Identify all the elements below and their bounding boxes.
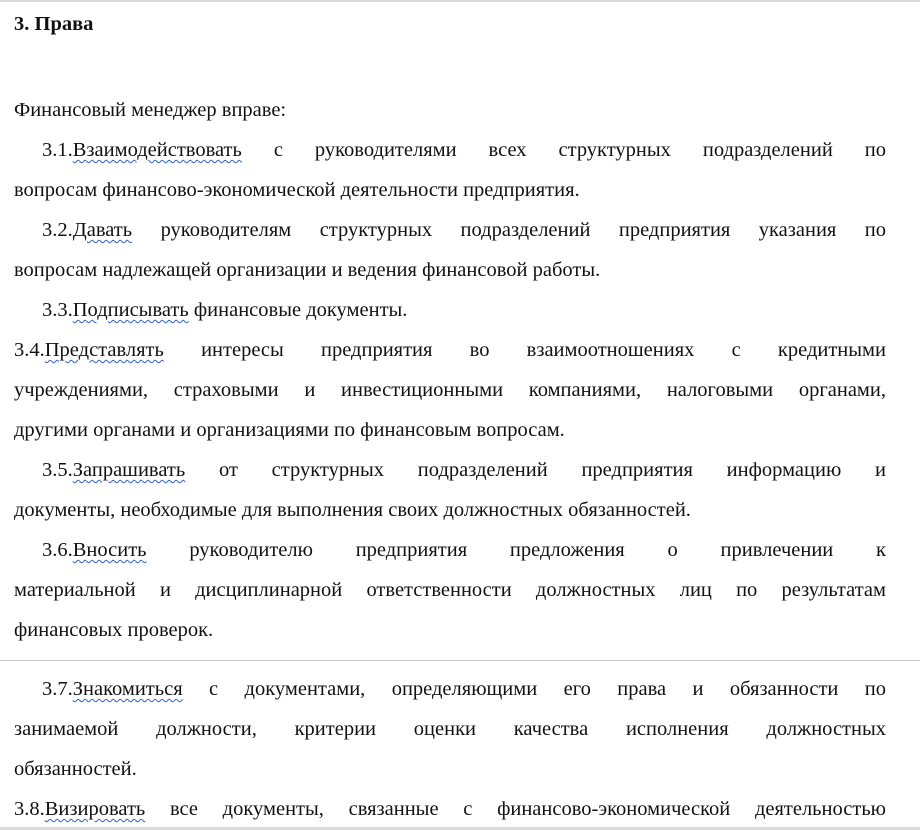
item-verb: Подписывать xyxy=(72,299,189,321)
item-text: от структурных подразделений предприятия информацию и xyxy=(185,459,886,481)
item-number: 3.1. xyxy=(42,139,73,161)
item-line: документы, необходимые для выполнения своих должностных обязанностей. xyxy=(14,499,691,521)
item-verb: Взаимодействовать xyxy=(72,139,242,161)
item-number: 3.6. xyxy=(42,539,73,561)
item-verb: Давать xyxy=(72,219,133,241)
rights-item-3-5 xyxy=(14,450,886,530)
item-line xyxy=(14,669,886,709)
rights-item-3-2 xyxy=(14,210,886,290)
item-number: 3.2. xyxy=(42,219,73,241)
item-line xyxy=(14,210,886,250)
rights-item-3-4 xyxy=(14,330,886,450)
item-text: интересы предприятия во взаимоотношениях с кредитными xyxy=(163,339,886,361)
item-line xyxy=(14,130,886,170)
intro-paragraph: Финансовый менеджер вправе: xyxy=(14,99,287,121)
page-top-edge xyxy=(0,0,920,2)
item-text: все документы, связанные с финансово-экономической деятельностью xyxy=(145,798,886,820)
item-line xyxy=(14,330,886,370)
rights-item-3-6 xyxy=(14,530,886,650)
item-number: 3.7. xyxy=(42,678,73,700)
page-break-divider xyxy=(0,660,920,661)
item-line: материальной и дисциплинарной ответственности должностных лиц по результатам xyxy=(14,579,886,601)
item-verb: Запрашивать xyxy=(72,459,186,481)
rights-item-3-8 xyxy=(14,789,886,829)
rights-item-3-1 xyxy=(14,130,886,210)
item-verb: Знакомиться xyxy=(72,678,183,700)
rights-item-3-3 xyxy=(14,290,886,330)
item-text: с документами, определяющими его права и обязанности по xyxy=(182,678,886,700)
item-line: вопросам финансово-экономической деятельности предприятия. xyxy=(14,179,580,201)
item-line xyxy=(14,789,886,829)
item-line: занимаемой должности, критерии оценки качества исполнения должностных xyxy=(14,718,886,740)
item-line: вопросам надлежащей организации и ведения финансовой работы. xyxy=(14,259,601,281)
item-line: обязанностей. xyxy=(14,758,137,780)
item-line: учреждениями, страховыми и инвестиционными компаниями, налоговыми органами, xyxy=(14,379,886,401)
rights-item-3-7 xyxy=(14,669,886,789)
document-page-1 xyxy=(14,10,886,650)
item-number: 3.4. xyxy=(14,339,45,361)
item-line xyxy=(14,530,886,570)
item-text: с руководителями всех структурных подразделений по xyxy=(241,139,886,161)
item-line xyxy=(14,450,886,490)
item-verb: Визировать xyxy=(44,798,146,820)
item-verb: Представлять xyxy=(44,339,164,361)
item-line: другими органами и организациями по финансовым вопросам. xyxy=(14,419,565,441)
item-number: 3.3. xyxy=(42,299,73,321)
item-text: руководителю предприятия предложения о привлечении к xyxy=(146,539,886,561)
item-line: финансовых проверок. xyxy=(14,619,214,641)
item-number: 3.5. xyxy=(42,459,73,481)
item-line xyxy=(14,290,886,330)
item-number: 3.8. xyxy=(14,798,45,820)
item-text: руководителям структурных подразделений предприятия указания по xyxy=(132,219,886,241)
item-verb: Вносить xyxy=(72,539,147,561)
item-text: финансовые документы. xyxy=(188,299,408,321)
document-page-2 xyxy=(14,669,886,829)
empty-paragraph xyxy=(14,38,886,90)
section-heading: 3. Права xyxy=(14,13,94,35)
